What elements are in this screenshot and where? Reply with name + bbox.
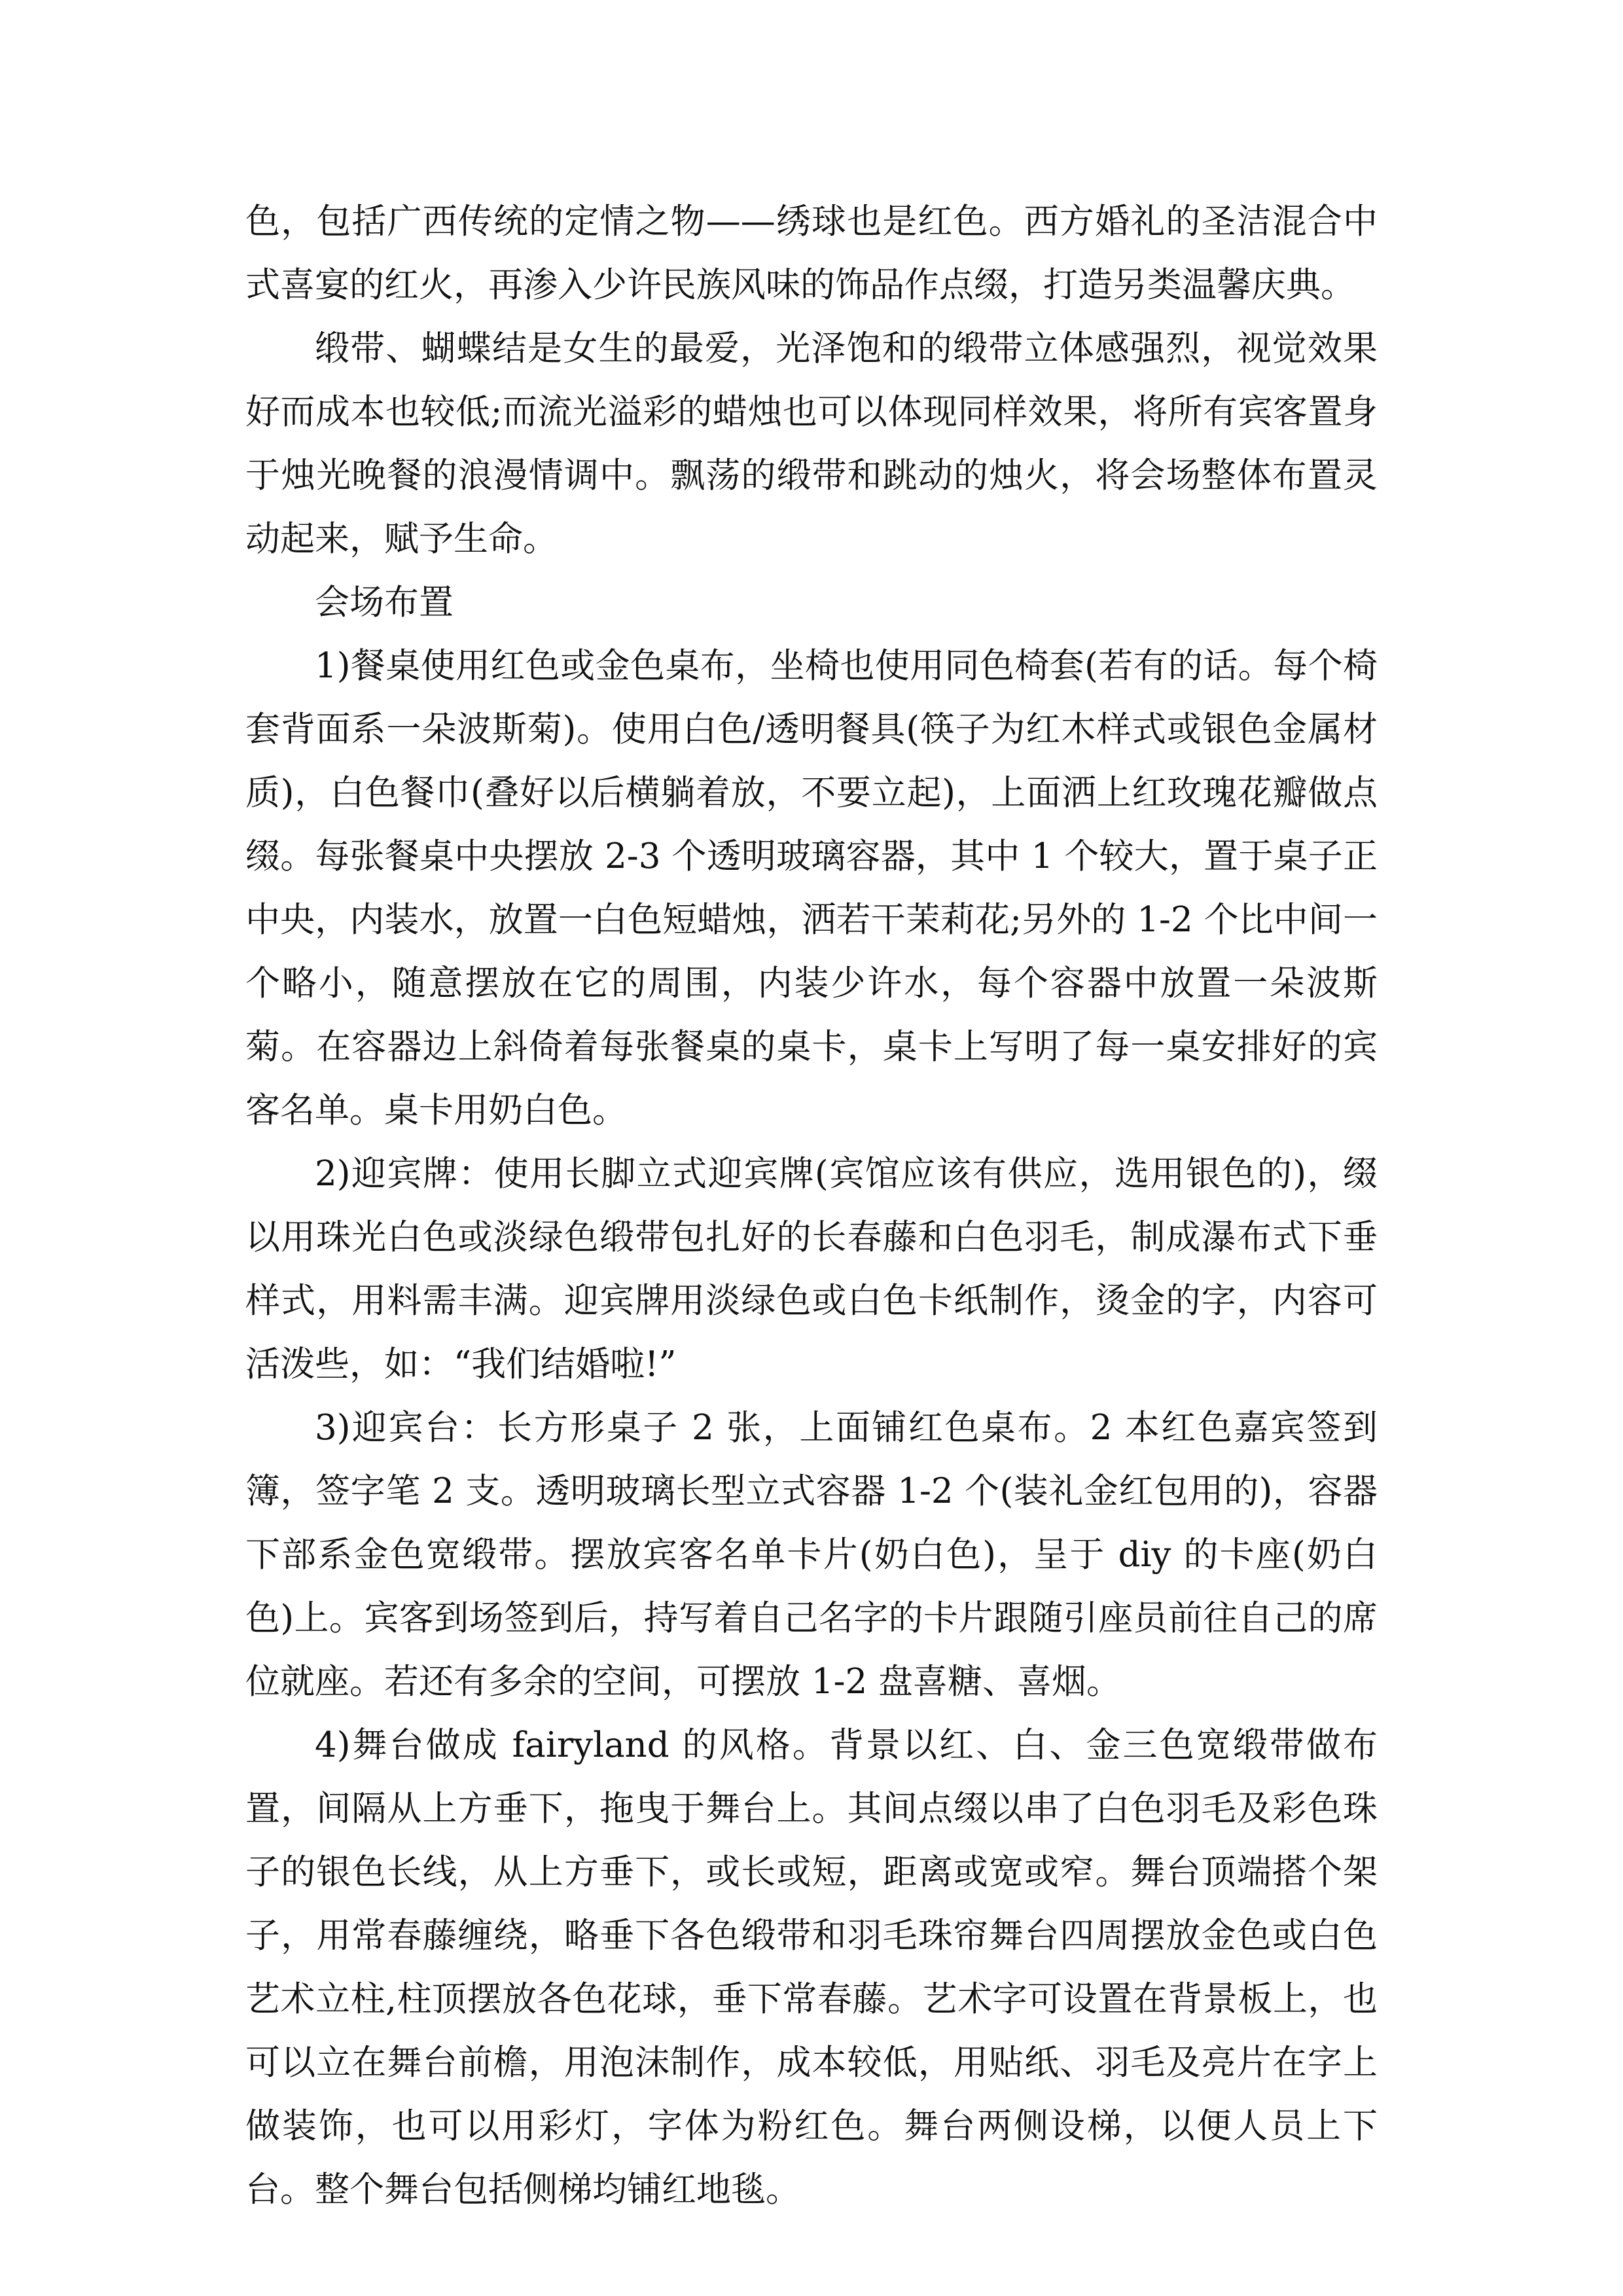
paragraph-reception-desk: 3)迎宾台：长方形桌子 2 张，上面铺红色桌布。2 本红色嘉宾签到簿，签字笔 2 支。透明玻璃长型立式容器 1-2 个(装礼金红包用的)，容器下部系金色宽缎带。摆放宾客名单卡片(奶白色)，呈于 diy 的卡座(奶白色)上。宾客到场签到后，持写着自己名字的卡片跟随引座员前往自己的席位就座。若还有多余的空间，可摆放 1-2 盘喜糖、喜烟。 bbox=[245, 1408, 1378, 1702]
paragraph-dining-tables: 1)餐桌使用红色或金色桌布，坐椅也使用同色椅套(若有的话。每个椅套背面系一朵波斯菊)。使用白色/透明餐具(筷子为红木样式或银色金属材质)，白色餐巾(叠好以后横躺着放，不要立起)，上面洒上红玫瑰花瓣做点缀。每张餐桌中央摆放 2-3 个透明玻璃容器，其中 1 个较大，置于桌子正中央，内装水，放置一白色短蜡烛，洒若干茉莉花;另外的 1-2 个比中间一个略小，随意摆放在它的周围，内装少许水，每个容器中放置一朵波斯菊。在容器边上斜倚着每张餐桌的桌卡，桌卡上写明了每一桌安排好的宾客名单。桌卡用奶白色。 bbox=[245, 646, 1378, 1130]
section-heading-venue-layout: 会场布置 bbox=[315, 583, 454, 622]
document-page bbox=[245, 190, 1378, 2221]
paragraph-welcome-sign: 2)迎宾牌：使用长脚立式迎宾牌(宾馆应该有供应，选用银色的)，缀以用珠光白色或淡绿色缎带包扎好的长春藤和白色羽毛，制成瀑布式下垂样式，用料需丰满。迎宾牌用淡绿色或白色卡纸制作，烫金的字，内容可活泼些，如：“我们结婚啦!” bbox=[245, 1154, 1378, 1384]
paragraph-stage: 4)舞台做成 fairyland 的风格。背景以红、白、金三色宽缎带做布置，间隔从上方垂下，拖曳于舞台上。其间点缀以串了白色羽毛及彩色珠子的银色长线，从上方垂下，或长或短，距离或宽或窄。舞台顶端搭个架子，用常春藤缠绕，略垂下各色缎带和羽毛珠帘舞台四周摆放金色或白色艺术立柱,柱顶摆放各色花球，垂下常春藤。艺术字可设置在背景板上，也可以立在舞台前檐，用泡沫制作，成本较低，用贴纸、羽毛及亮片在字上做装饰，也可以用彩灯，字体为粉红色。舞台两侧设梯，以便人员上下台。整个舞台包括侧梯均铺红地毯。 bbox=[245, 1725, 1378, 2210]
paragraph-continuation: 色，包括广西传统的定情之物——绣球也是红色。西方婚礼的圣洁混合中式喜宴的红火，再渗入少许民族风味的饰品作点缀，打造另类温馨庆典。 bbox=[245, 202, 1378, 305]
paragraph-ribbons-candles: 缎带、蝴蝶结是女生的最爱，光泽饱和的缎带立体感强烈，视觉效果好而成本也较低;而流光溢彩的蜡烛也可以体现同样效果，将所有宾客置身于烛光晚餐的浪漫情调中。飘荡的缎带和跳动的烛火，将会场整体布置灵动起来，赋予生命。 bbox=[245, 329, 1378, 559]
